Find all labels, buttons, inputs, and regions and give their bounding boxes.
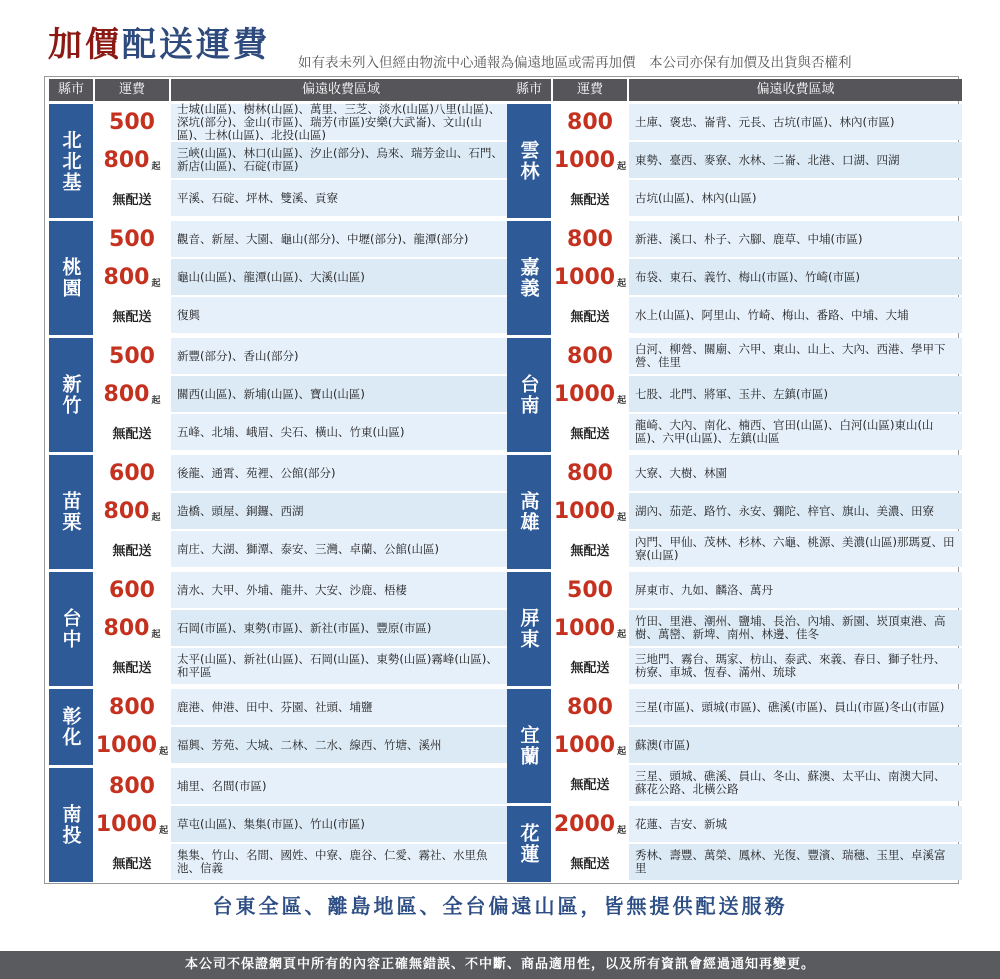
fee-amount: 無配送 bbox=[570, 426, 610, 442]
fee-row bbox=[95, 610, 511, 646]
shipping-fee-table bbox=[44, 76, 959, 884]
fee-value bbox=[553, 610, 627, 646]
area-list: 水上(山區)、阿里山、竹崎、梅山、番路、中埔、大埔 bbox=[629, 297, 962, 333]
area-list: 秀林、壽豐、萬榮、鳳林、光復、豐濱、瑞穗、玉里、卓溪富里 bbox=[629, 844, 962, 880]
fee-value bbox=[95, 259, 169, 295]
title-dark: 配送運費 bbox=[122, 25, 270, 65]
fee-row bbox=[553, 297, 962, 333]
area-list: 復興 bbox=[171, 297, 511, 333]
fee-amount: 800 bbox=[109, 694, 155, 720]
fee-amount: 800 bbox=[567, 109, 613, 135]
no-delivery-notice: 台東全區、離島地區、全台偏遠山區，皆無提供配送服務 bbox=[212, 894, 788, 918]
fee-row bbox=[95, 259, 511, 295]
area-list: 屏東市、九如、麟洛、萬丹 bbox=[629, 572, 962, 608]
fee-suffix: 起 bbox=[617, 512, 627, 523]
fee-amount: 500 bbox=[109, 109, 155, 135]
fee-value bbox=[553, 104, 627, 140]
fee-value bbox=[95, 610, 169, 646]
fee-value bbox=[553, 727, 627, 763]
fee-value bbox=[553, 493, 627, 529]
fee-row bbox=[553, 806, 962, 842]
fee-amount: 1000 bbox=[95, 732, 158, 758]
fee-row bbox=[553, 104, 962, 140]
fee-amount: 1000 bbox=[553, 732, 616, 758]
region-屏東: 屏東 bbox=[507, 572, 551, 686]
region-高雄: 高雄 bbox=[507, 455, 551, 569]
fee-value bbox=[553, 765, 627, 801]
fee-value bbox=[553, 180, 627, 216]
fee-row bbox=[553, 221, 962, 257]
fee-value bbox=[95, 648, 169, 684]
fee-value bbox=[553, 376, 627, 412]
area-list: 鹿港、伸港、田中、芬園、社頭、埔鹽 bbox=[171, 689, 511, 725]
fee-amount: 無配送 bbox=[570, 543, 610, 559]
region-嘉義: 嘉義 bbox=[507, 221, 551, 335]
fee-suffix: 起 bbox=[617, 161, 627, 172]
fee-suffix: 起 bbox=[151, 278, 161, 289]
fee-amount: 800 bbox=[103, 147, 150, 173]
area-list: 埔里、名間(市區) bbox=[171, 768, 511, 804]
fee-value bbox=[553, 297, 627, 333]
fee-value bbox=[553, 531, 627, 567]
area-list: 三地門、霧台、瑪家、枋山、泰武、來義、春日、獅子牡丹、枋寮、車城、恆春、滿州、琉球 bbox=[629, 648, 962, 684]
header-region: 縣市 bbox=[507, 79, 551, 101]
area-list: 新港、溪口、朴子、六腳、鹿草、中埔(市區) bbox=[629, 221, 962, 257]
fee-amount: 無配送 bbox=[112, 543, 152, 559]
title-red: 加價 bbox=[48, 25, 122, 65]
fee-value bbox=[553, 806, 627, 842]
page-title bbox=[48, 24, 270, 66]
header-area: 偏遠收費區域 bbox=[171, 79, 511, 101]
fee-row bbox=[95, 768, 511, 804]
area-list: 福興、芳苑、大城、二林、二水、線西、竹塘、溪州 bbox=[171, 727, 511, 763]
page-header bbox=[48, 24, 998, 74]
fee-row bbox=[553, 610, 962, 646]
fee-row bbox=[553, 493, 962, 529]
area-list: 清水、大甲、外埔、龍井、大安、沙鹿、梧棲 bbox=[171, 572, 511, 608]
fee-value bbox=[95, 727, 169, 763]
fee-row bbox=[95, 180, 511, 216]
area-list: 竹田、里港、潮州、鹽埔、長治、內埔、新園、崁頂東港、高樹、萬巒、新埤、南州、林邊、佳冬 bbox=[629, 610, 962, 646]
area-list: 集集、竹山、名間、國姓、中寮、鹿谷、仁愛、霧社、水里魚池、信義 bbox=[171, 844, 511, 880]
fee-row bbox=[553, 765, 962, 801]
fee-value bbox=[553, 142, 627, 178]
fee-row bbox=[95, 727, 511, 763]
region-台南: 台南 bbox=[507, 338, 551, 452]
fee-value bbox=[95, 768, 169, 804]
fee-amount: 1000 bbox=[553, 381, 616, 407]
fee-row bbox=[95, 101, 511, 142]
fee-value bbox=[553, 259, 627, 295]
fee-row bbox=[553, 259, 962, 295]
area-list: 南庄、大湖、獅潭、泰安、三灣、卓蘭、公館(山區) bbox=[171, 531, 511, 567]
fee-suffix: 起 bbox=[617, 395, 627, 406]
area-list: 龍崎、大內、南化、楠西、官田(山區)、白河(山區)東山(山區)、六甲(山區)、左鎮(山區 bbox=[629, 414, 962, 450]
region-花蓮: 花蓮 bbox=[507, 806, 551, 882]
area-list: 湖內、茄萣、路竹、永安、彌陀、梓官、旗山、美濃、田寮 bbox=[629, 493, 962, 529]
area-list: 土庫、褒忠、崙背、元長、古坑(市區)、林內(市區) bbox=[629, 104, 962, 140]
header-fee: 運費 bbox=[553, 79, 627, 101]
fee-row bbox=[95, 142, 511, 178]
fee-suffix: 起 bbox=[151, 161, 161, 172]
fee-row bbox=[553, 376, 962, 412]
fee-row bbox=[95, 531, 511, 567]
disclaimer-bar: 本公司不保證網頁中所有的內容正確無錯誤、不中斷、商品適用性，以及所有資訊會經過通知再變更。 bbox=[0, 951, 1000, 979]
fee-amount: 2000 bbox=[553, 811, 616, 837]
fee-amount: 無配送 bbox=[570, 777, 610, 793]
area-list: 龜山(山區)、龍潭(山區)、大溪(山區) bbox=[171, 259, 511, 295]
fee-amount: 800 bbox=[567, 343, 613, 369]
fee-value bbox=[95, 221, 169, 257]
fee-amount: 500 bbox=[567, 577, 613, 603]
fee-amount: 1000 bbox=[95, 811, 158, 837]
fee-value bbox=[95, 572, 169, 608]
fee-suffix: 起 bbox=[151, 395, 161, 406]
fee-amount: 800 bbox=[567, 694, 613, 720]
fee-row bbox=[95, 572, 511, 608]
region-南投: 南投 bbox=[49, 768, 93, 882]
fee-row bbox=[95, 648, 511, 684]
fee-suffix: 起 bbox=[617, 278, 627, 289]
fee-row bbox=[553, 142, 962, 178]
fee-row bbox=[553, 727, 962, 763]
fee-value bbox=[95, 180, 169, 216]
fee-amount: 600 bbox=[109, 577, 155, 603]
fee-suffix: 起 bbox=[617, 629, 627, 640]
area-list: 內門、甲仙、茂林、杉林、六龜、桃源、美濃(山區)那瑪夏、田寮(山區) bbox=[629, 531, 962, 567]
area-list: 觀音、新屋、大園、龜山(部分)、中壢(部分)、龍潭(部分) bbox=[171, 221, 511, 257]
area-list: 平溪、石碇、坪林、雙溪、貢寮 bbox=[171, 180, 511, 216]
fee-amount: 1000 bbox=[553, 615, 616, 641]
area-list: 後龍、通霄、苑裡、公館(部分) bbox=[171, 455, 511, 491]
fee-amount: 500 bbox=[109, 226, 155, 252]
fee-value bbox=[95, 531, 169, 567]
area-list: 造橋、頭屋、銅鑼、西湖 bbox=[171, 493, 511, 529]
fee-amount: 800 bbox=[103, 498, 150, 524]
area-list: 大寮、大樹、林園 bbox=[629, 455, 962, 491]
page-subtitle: 如有表未列入但經由物流中心通報為偏遠地區或需再加價 本公司亦保有加價及出貨與否權利 bbox=[298, 55, 852, 71]
fee-row bbox=[553, 531, 962, 567]
area-list: 關西(山區)、新埔(山區)、寶山(山區) bbox=[171, 376, 511, 412]
fee-value bbox=[95, 414, 169, 450]
fee-row bbox=[553, 689, 962, 725]
area-list: 草屯(山區)、集集(市區)、竹山(市區) bbox=[171, 806, 511, 842]
region-雲林: 雲林 bbox=[507, 104, 551, 218]
area-list: 三星(市區)、頭城(市區)、礁溪(市區)、員山(市區)冬山(市區) bbox=[629, 689, 962, 725]
area-list: 布袋、東石、義竹、梅山(市區)、竹崎(市區) bbox=[629, 259, 962, 295]
fee-row bbox=[553, 648, 962, 684]
header-region: 縣市 bbox=[49, 79, 93, 101]
area-list: 三星、頭城、礁溪、員山、冬山、蘇澳、太平山、南澳大同、蘇花公路、北橫公路 bbox=[629, 765, 962, 801]
fee-amount: 無配送 bbox=[112, 426, 152, 442]
fee-amount: 無配送 bbox=[112, 856, 152, 872]
fee-value bbox=[553, 844, 627, 880]
fee-row bbox=[553, 844, 962, 880]
fee-amount: 無配送 bbox=[570, 856, 610, 872]
fee-amount: 1000 bbox=[553, 147, 616, 173]
fee-amount: 1000 bbox=[553, 264, 616, 290]
fee-value bbox=[95, 376, 169, 412]
fee-value bbox=[553, 338, 627, 374]
fee-suffix: 起 bbox=[151, 512, 161, 523]
area-list: 太平(山區)、新社(山區)、石岡(山區)、東勢(山區)霧峰(山區)、和平區 bbox=[171, 648, 511, 684]
fee-suffix: 起 bbox=[159, 746, 169, 757]
fee-row bbox=[553, 572, 962, 608]
fee-value bbox=[95, 689, 169, 725]
fee-suffix: 起 bbox=[617, 746, 627, 757]
fee-row bbox=[553, 455, 962, 491]
fee-row bbox=[553, 338, 962, 374]
fee-row bbox=[95, 806, 511, 842]
fee-value bbox=[95, 806, 169, 842]
fee-amount: 無配送 bbox=[570, 660, 610, 676]
fee-value bbox=[95, 338, 169, 374]
area-list: 蘇澳(市區) bbox=[629, 727, 962, 763]
fee-suffix: 起 bbox=[151, 629, 161, 640]
fee-row bbox=[553, 414, 962, 450]
region-宜蘭: 宜蘭 bbox=[507, 689, 551, 803]
area-list: 東勢、臺西、麥寮、水林、二崙、北港、口湖、四湖 bbox=[629, 142, 962, 178]
region-北北基: 北北基 bbox=[49, 104, 93, 218]
fee-value bbox=[95, 297, 169, 333]
fee-amount: 800 bbox=[109, 773, 155, 799]
fee-amount: 800 bbox=[567, 460, 613, 486]
fee-row bbox=[95, 414, 511, 450]
fee-value bbox=[95, 142, 169, 178]
fee-row bbox=[95, 493, 511, 529]
fee-amount: 600 bbox=[109, 460, 155, 486]
header-area: 偏遠收費區域 bbox=[629, 79, 962, 101]
fee-amount: 800 bbox=[567, 226, 613, 252]
fee-amount: 800 bbox=[103, 264, 150, 290]
fee-value bbox=[553, 455, 627, 491]
area-list: 士城(山區)、樹林(山區)、萬里、三芝、淡水(山區)八里(山區)、深坑(部分)、金山(市區)、瑞芳(市區)安樂(大武崙)、文山(山區)、士林(山區)、北投(山區) bbox=[171, 104, 511, 140]
area-list: 七股、北門、將軍、玉井、左鎮(市區) bbox=[629, 376, 962, 412]
fee-amount: 800 bbox=[103, 615, 150, 641]
area-list: 五峰、北埔、峨眉、尖石、橫山、竹東(山區) bbox=[171, 414, 511, 450]
fee-amount: 無配送 bbox=[570, 192, 610, 208]
fee-amount: 無配送 bbox=[112, 309, 152, 325]
region-彰化: 彰化 bbox=[49, 689, 93, 765]
area-list: 石岡(市區)、東勢(市區)、新社(市區)、豐原(市區) bbox=[171, 610, 511, 646]
area-list: 白河、柳營、關廟、六甲、東山、山上、大內、西港、學甲下營、佳里 bbox=[629, 338, 962, 374]
fee-amount: 500 bbox=[109, 343, 155, 369]
fee-amount: 1000 bbox=[553, 498, 616, 524]
region-台中: 台中 bbox=[49, 572, 93, 686]
fee-row bbox=[95, 844, 511, 880]
region-桃園: 桃園 bbox=[49, 221, 93, 335]
area-list: 新豐(部分)、香山(部分) bbox=[171, 338, 511, 374]
fee-value bbox=[553, 689, 627, 725]
fee-suffix: 起 bbox=[159, 825, 169, 836]
fee-value bbox=[95, 104, 169, 140]
fee-amount: 無配送 bbox=[112, 660, 152, 676]
fee-row bbox=[95, 455, 511, 491]
fee-amount: 無配送 bbox=[112, 192, 152, 208]
fee-row bbox=[95, 689, 511, 725]
area-list: 古坑(山區)、林內(山區) bbox=[629, 180, 962, 216]
fee-amount: 無配送 bbox=[570, 309, 610, 325]
fee-row bbox=[553, 180, 962, 216]
fee-amount: 800 bbox=[103, 381, 150, 407]
region-苗栗: 苗栗 bbox=[49, 455, 93, 569]
fee-value bbox=[95, 844, 169, 880]
area-list: 三峽(山區)、林口(山區)、汐止(部分)、烏來、瑞芳金山、石門、新店(山區)、石碇(市區) bbox=[171, 142, 511, 178]
fee-value bbox=[553, 414, 627, 450]
fee-row bbox=[95, 221, 511, 257]
fee-value bbox=[553, 572, 627, 608]
fee-row bbox=[95, 338, 511, 374]
area-list: 花蓮、吉安、新城 bbox=[629, 806, 962, 842]
fee-row bbox=[95, 376, 511, 412]
fee-value bbox=[553, 648, 627, 684]
fee-value bbox=[95, 493, 169, 529]
fee-suffix: 起 bbox=[617, 825, 627, 836]
header-fee: 運費 bbox=[95, 79, 169, 101]
fee-value bbox=[553, 221, 627, 257]
region-新竹: 新竹 bbox=[49, 338, 93, 452]
fee-value bbox=[95, 455, 169, 491]
fee-row bbox=[95, 297, 511, 333]
